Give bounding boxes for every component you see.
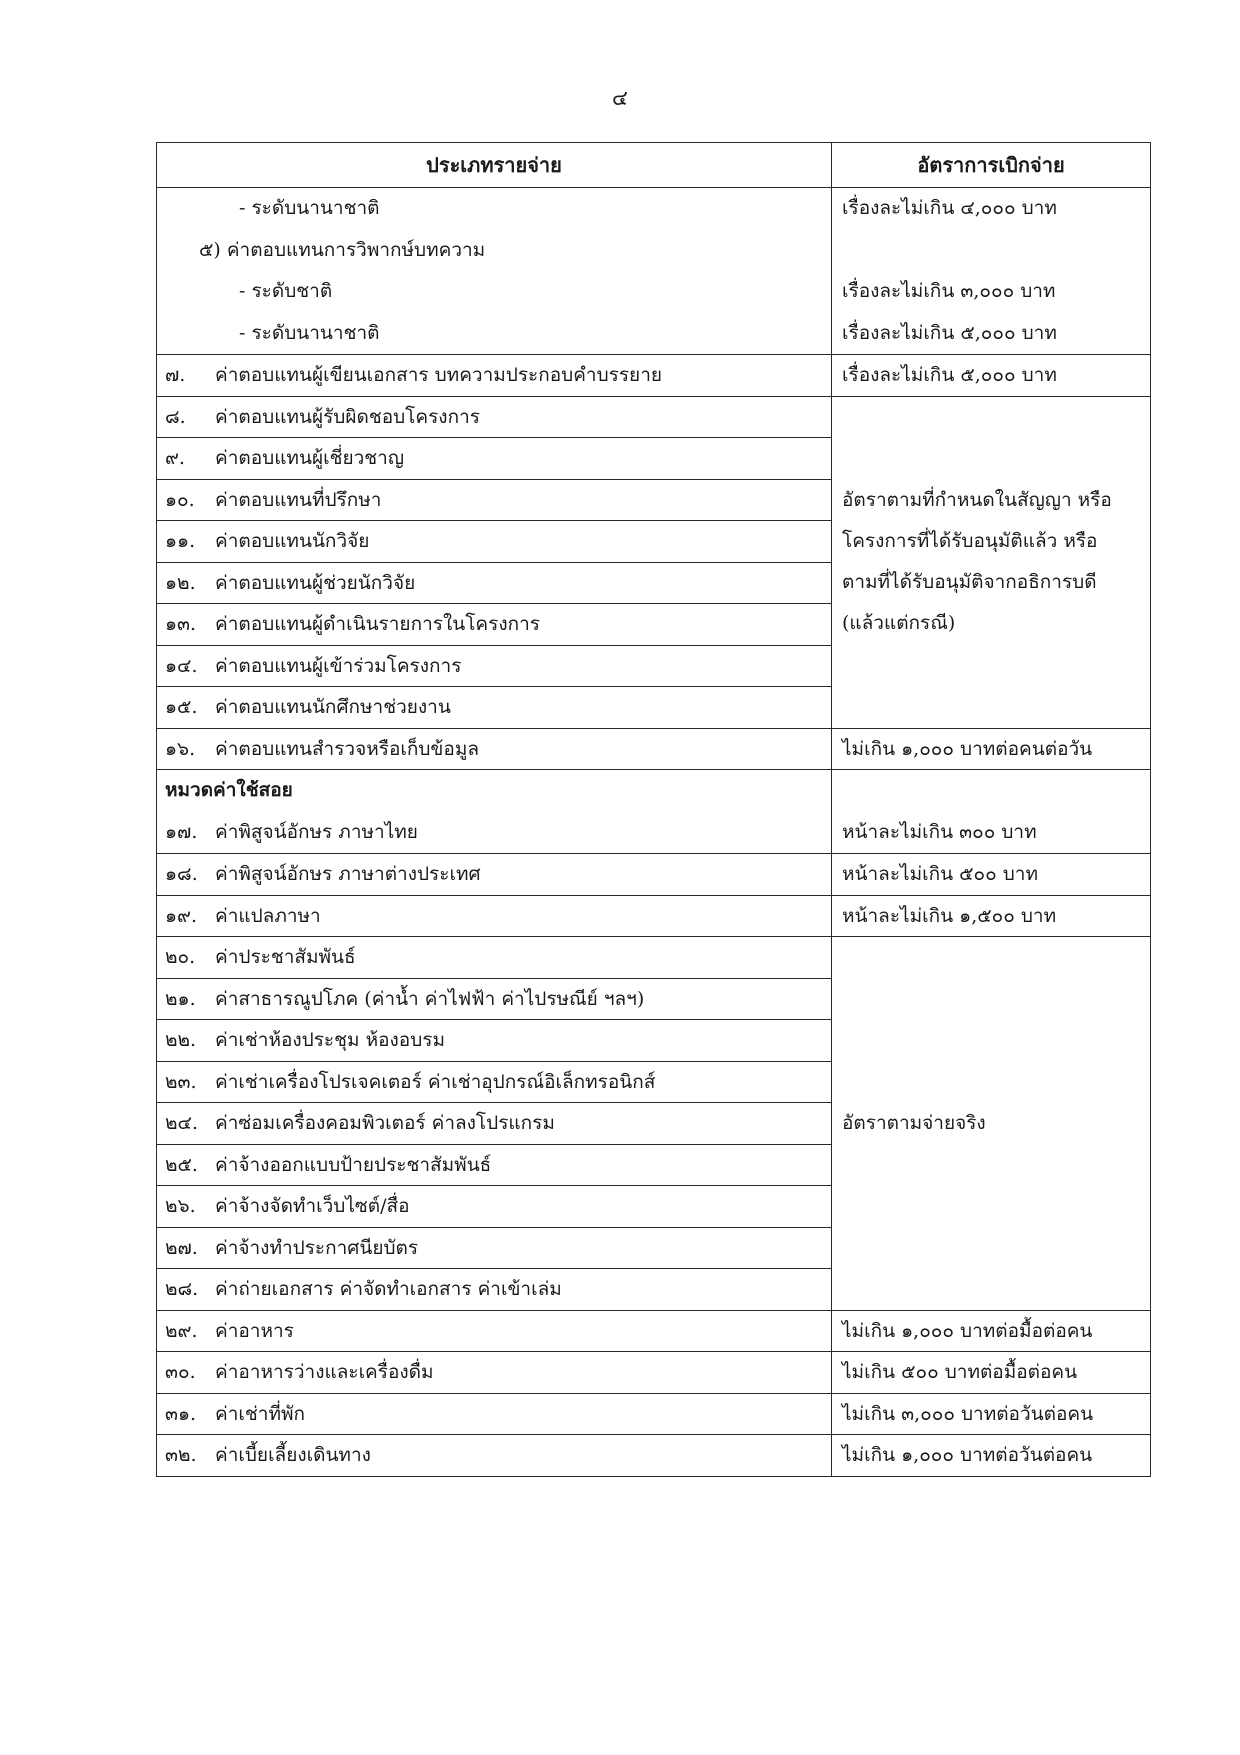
item-cell bbox=[157, 396, 832, 438]
item-number: ๒๖. bbox=[165, 1195, 196, 1218]
item-text: ค่าเช่าห้องประชุม ห้องอบรม bbox=[215, 1029, 445, 1052]
item-cell bbox=[157, 687, 832, 729]
item-number: ๓๒. bbox=[165, 1444, 197, 1467]
item-text: ค่าตอบแทนผู้เข้าร่วมโครงการ bbox=[215, 654, 462, 677]
rate-cell: หน้าละไม่เกิน ๕๐๐ บาท bbox=[832, 854, 1151, 896]
table-row bbox=[157, 1393, 1151, 1435]
item-number: ๑๔. bbox=[165, 654, 198, 677]
table-row bbox=[157, 355, 1151, 397]
item-cell bbox=[157, 438, 832, 480]
item-cell bbox=[157, 728, 832, 770]
continuation-rates-cell bbox=[832, 188, 1151, 355]
list-item: ๕) ค่าตอบแทนการวิพากษ์บทความ bbox=[199, 238, 486, 261]
table-row-continuation bbox=[157, 188, 1151, 355]
item-number: ๑๐. bbox=[165, 488, 195, 511]
item-cell bbox=[157, 1227, 832, 1269]
item-cell bbox=[157, 1020, 832, 1062]
item-text: ค่าอาหารว่างและเครื่องดื่ม bbox=[215, 1361, 434, 1384]
item-number: ๘. bbox=[165, 405, 186, 428]
item-number: ๗. bbox=[165, 364, 186, 387]
item-text: ค่าตอบแทนที่ปรึกษา bbox=[215, 488, 382, 511]
item-text: ค่าตอบแทนนักวิจัย bbox=[215, 530, 370, 553]
item-number: ๑๘. bbox=[165, 863, 198, 886]
section-heading: หมวดค่าใช้สอย bbox=[165, 779, 293, 801]
rate-line: (แล้วแต่กรณี) bbox=[842, 612, 956, 634]
item-number: ๒๑. bbox=[165, 987, 196, 1010]
header-rate: อัตราการเบิกจ่าย bbox=[832, 143, 1151, 188]
table-row bbox=[157, 1352, 1151, 1394]
item-cell bbox=[157, 854, 832, 896]
item-text: ค่าถ่ายเอกสาร ค่าจัดทำเอกสาร ค่าเข้าเล่ม bbox=[215, 1278, 562, 1301]
header-expense-type: ประเภทรายจ่าย bbox=[157, 143, 832, 188]
merged-rate-cell: อัตราตามจ่ายจริง bbox=[832, 937, 1151, 1311]
expense-rate-table bbox=[156, 142, 1151, 1477]
item-cell bbox=[157, 521, 832, 563]
item-cell bbox=[157, 479, 832, 521]
item-cell bbox=[157, 978, 832, 1020]
rate-cell: ไม่เกิน ๑,๐๐๐ บาทต่อคนต่อวัน bbox=[832, 728, 1151, 770]
item-cell bbox=[157, 937, 832, 979]
item-number: ๑๓. bbox=[165, 613, 197, 636]
item-text: ค่าจ้างทำประกาศนียบัตร bbox=[215, 1236, 419, 1259]
item-number: ๒๔. bbox=[165, 1112, 198, 1135]
rate-value: หน้าละไม่เกิน ๓๐๐ บาท bbox=[842, 820, 1037, 843]
item-number: ๒๐. bbox=[165, 946, 196, 969]
item-cell bbox=[157, 1269, 832, 1311]
item-cell bbox=[157, 1393, 832, 1435]
item-number: ๑๙. bbox=[165, 904, 198, 927]
rate-value bbox=[832, 230, 1150, 272]
item-text: ค่าจ้างออกแบบป้ายประชาสัมพันธ์ bbox=[215, 1153, 492, 1176]
item-cell bbox=[157, 1144, 832, 1186]
item-text: ค่าตอบแทนนักศึกษาช่วยงาน bbox=[215, 696, 451, 719]
rate-line: ตามที่ได้รับอนุมัติจากอธิการบดี bbox=[842, 571, 1097, 593]
table-row bbox=[157, 1435, 1151, 1477]
list-item: - ระดับนานาชาติ bbox=[239, 197, 380, 219]
table-row bbox=[157, 937, 1151, 979]
item-cell bbox=[157, 604, 832, 646]
rate-value: เรื่องละไม่เกิน ๕,๐๐๐ บาท bbox=[842, 321, 1057, 344]
page-number: ๔ bbox=[612, 86, 628, 110]
rate-value: เรื่องละไม่เกิน ๔,๐๐๐ บาท bbox=[842, 197, 1057, 219]
table-row bbox=[157, 728, 1151, 770]
item-cell bbox=[157, 1103, 832, 1145]
table-header-row bbox=[157, 143, 1151, 188]
rate-cell: ไม่เกิน ๑,๐๐๐ บาทต่อวันต่อคน bbox=[832, 1435, 1151, 1477]
rate-cell: ไม่เกิน ๑,๐๐๐ บาทต่อมื้อต่อคน bbox=[832, 1310, 1151, 1352]
item-cell bbox=[157, 562, 832, 604]
rate-cell: หน้าละไม่เกิน ๑,๕๐๐ บาท bbox=[832, 895, 1151, 937]
continuation-items-cell bbox=[157, 188, 832, 355]
table-row bbox=[157, 854, 1151, 896]
item-text: ค่าเช่าเครื่องโปรเจคเตอร์ ค่าเช่าอุปกรณ์อิเล็กทรอนิกส์ bbox=[215, 1070, 656, 1093]
item-cell bbox=[157, 1061, 832, 1103]
item-text: ค่าจ้างจัดทำเว็บไซต์/สื่อ bbox=[215, 1195, 410, 1218]
spacer bbox=[832, 770, 1150, 812]
item-number: ๙. bbox=[165, 447, 185, 470]
item-number: ๒๘. bbox=[165, 1278, 199, 1301]
item-number: ๑๕. bbox=[165, 696, 198, 719]
item-text: ค่าแปลภาษา bbox=[215, 904, 321, 927]
item-number: ๑๒. bbox=[165, 571, 196, 594]
rate-value: เรื่องละไม่เกิน ๓,๐๐๐ บาท bbox=[842, 280, 1056, 302]
rate-cell: ไม่เกิน ๕๐๐ บาทต่อมื้อต่อคน bbox=[832, 1352, 1151, 1394]
item-text: ค่าตอบแทนสำรวจหรือเก็บข้อมูล bbox=[215, 737, 479, 760]
list-item: - ระดับนานาชาติ bbox=[239, 321, 380, 344]
item-number: ๒๒. bbox=[165, 1029, 197, 1052]
rate-line: อัตราตามที่กำหนดในสัญญา หรือ bbox=[842, 489, 1112, 511]
item-text: ค่าซ่อมเครื่องคอมพิวเตอร์ ค่าลงโปรแกรม bbox=[215, 1112, 555, 1135]
item-text: ค่าตอบแทนผู้ช่วยนักวิจัย bbox=[215, 571, 416, 594]
item-text: ค่าพิสูจน์อักษร ภาษาต่างประเทศ bbox=[215, 863, 481, 886]
section-rate-cell bbox=[832, 770, 1151, 854]
item-number: ๒๓. bbox=[165, 1070, 197, 1093]
item-text: ค่าเบี้ยเลี้ยงเดินทาง bbox=[215, 1444, 371, 1467]
item-number: ๒๙. bbox=[165, 1319, 198, 1342]
item-text: ค่าตอบแทนผู้รับผิดชอบโครงการ bbox=[215, 405, 480, 428]
item-text: ค่าสาธารณูปโภค (ค่าน้ำ ค่าไฟฟ้า ค่าไปรษณีย์ ฯลฯ) bbox=[215, 987, 645, 1010]
rate-line: โครงการที่ได้รับอนุมัติแล้ว หรือ bbox=[842, 530, 1098, 552]
item-number: ๑๖. bbox=[165, 737, 196, 760]
item-number: ๒๕. bbox=[165, 1153, 198, 1176]
item-cell bbox=[157, 1435, 832, 1477]
item-text: ค่าพิสูจน์อักษร ภาษาไทย bbox=[215, 820, 418, 843]
item-text: ค่าอาหาร bbox=[215, 1319, 294, 1342]
item-cell bbox=[157, 645, 832, 687]
item-text: ค่าตอบแทนผู้เชี่ยวชาญ bbox=[215, 447, 405, 470]
item-number: ๑๑. bbox=[165, 530, 196, 553]
list-item: - ระดับชาติ bbox=[239, 280, 333, 302]
item-number: ๓๑. bbox=[165, 1402, 197, 1425]
item-cell bbox=[157, 1352, 832, 1394]
item-cell bbox=[157, 1186, 832, 1228]
section-cell bbox=[157, 770, 832, 854]
item-number: ๓๐. bbox=[165, 1361, 196, 1384]
item-number: ๒๗. bbox=[165, 1236, 198, 1259]
item-text: ค่าตอบแทนผู้เขียนเอกสาร บทความประกอบคำบรรยาย bbox=[215, 364, 662, 387]
item-line bbox=[157, 812, 831, 854]
table-row bbox=[157, 1310, 1151, 1352]
item-text: ค่าประชาสัมพันธ์ bbox=[215, 946, 356, 969]
table-row bbox=[157, 895, 1151, 937]
item-text: ค่าตอบแทนผู้ดำเนินรายการในโครงการ bbox=[215, 613, 540, 636]
table-row bbox=[157, 396, 1151, 438]
rate-cell: เรื่องละไม่เกิน ๕,๐๐๐ บาท bbox=[832, 355, 1151, 397]
item-text: ค่าเช่าที่พัก bbox=[215, 1402, 305, 1425]
table-row-section bbox=[157, 770, 1151, 854]
item-cell bbox=[157, 1310, 832, 1352]
item-number: ๑๗. bbox=[165, 820, 198, 843]
merged-rate-cell bbox=[832, 396, 1151, 728]
item-cell bbox=[157, 355, 832, 397]
item-cell bbox=[157, 895, 832, 937]
rate-cell: ไม่เกิน ๓,๐๐๐ บาทต่อวันต่อคน bbox=[832, 1393, 1151, 1435]
